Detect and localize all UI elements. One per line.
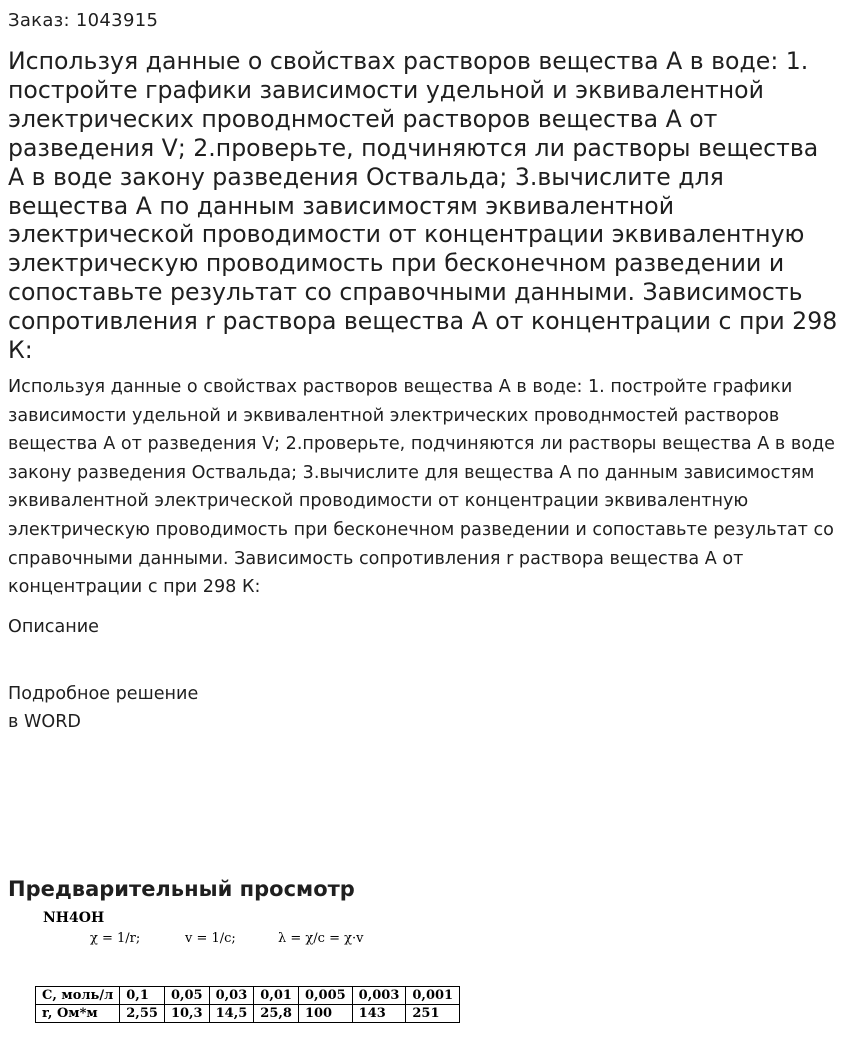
preview-heading: Предварительный просмотр (8, 877, 355, 901)
table-cell: 2,55 (120, 1005, 165, 1023)
description-label: Описание (8, 617, 100, 637)
table-cell: 0,001 (406, 987, 460, 1005)
solution-info (8, 680, 198, 736)
table-cell: 0,05 (164, 987, 209, 1005)
order-number: Заказ: 1043915 (8, 10, 159, 31)
resistance-table (35, 986, 460, 1023)
table-cell: 0,01 (254, 987, 299, 1005)
formula-conductivity: χ = 1/r; (90, 931, 141, 946)
formula-equivalent: λ = χ/c = χ·v (278, 931, 364, 946)
table-cell: 251 (406, 1005, 460, 1023)
table-cell: 25,8 (254, 1005, 299, 1023)
table-cell: 0,1 (120, 987, 165, 1005)
page-title: Используя данные о свойствах растворов вещества А в воде: 1. постройте графики зависимости удельной и эквивалентной электрических проводнмостей растворов вещества А от разведения V; 2.проверьте, подчиняются ли растворы вещества А в воде закону разведения Оствальда; 3.вычислите для вещества А по данным зависимостям эквивалентной электрической проводимости от концентрации эквивалентную электрическую проводимость при бесконечном разведении и сопоставьте результат со справочными данными. Зависимость сопротивления r раствора вещества А от концентрации с при 298 К: (8, 47, 838, 365)
formula-dilution: v = 1/c; (185, 931, 236, 946)
table-cell: 10,3 (164, 1005, 209, 1023)
solution-line-1: Подробное решение (8, 684, 199, 704)
table-cell: 143 (352, 1005, 406, 1023)
table-cell: r, Ом*м (36, 1005, 120, 1023)
table-cell: 100 (298, 1005, 352, 1023)
table-row (36, 987, 460, 1005)
table-cell: 14,5 (209, 1005, 254, 1023)
solution-line-2: в WORD (8, 712, 81, 732)
table-cell: 0,003 (352, 987, 406, 1005)
compound-name: NH4OH (43, 910, 105, 926)
table-row (36, 1005, 460, 1023)
table-cell: С, моль/л (36, 987, 120, 1005)
table-cell: 0,03 (209, 987, 254, 1005)
table-cell: 0,005 (298, 987, 352, 1005)
description-text: Используя данные о свойствах растворов вещества А в воде: 1. постройте графики зависимости удельной и эквивалентной электрических проводнмостей растворов вещества А от разведения V; 2.проверьте, подчиняются ли растворы вещества А в воде закону разведения Оствальда; 3.вычислите для вещества А по данным зависимостям эквивалентной электрической проводимости от концентрации эквивалентную электрическую проводимость при бесконечном разведении и сопоставьте результат со справочными данными. Зависимость сопротивления r раствора вещества А от концентрации с при 298 К: (8, 377, 836, 598)
